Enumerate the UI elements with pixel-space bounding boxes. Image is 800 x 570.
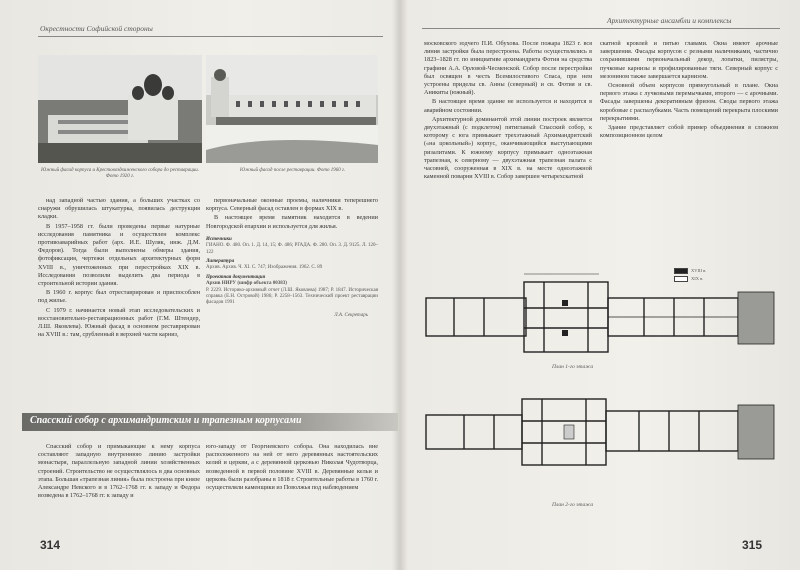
references-block [206, 237, 378, 319]
page-number-right: 315 [742, 538, 763, 552]
section-title-banner [22, 413, 398, 431]
plan-1-caption: План 1-го этажа [552, 364, 594, 370]
left-bottom-column-1 [38, 443, 200, 529]
literature-title: Литература [206, 259, 235, 265]
project-docs-org: Архив НИРУ (шифр объекта 00383) [206, 281, 287, 287]
photo-2-caption: Южный фасад после реставрации. Фото 1960 г. [239, 168, 346, 173]
header-rule [422, 28, 780, 29]
legend-label: XIX в. [691, 276, 704, 282]
paragraph: юго-западу от Георгиевского собора. Она находилась вне расположенного на ней от него деревянных настоятельских келий и церкви, а с деревянной церковью Николая Чудотворца, возведенной в первой половине XVIII в. Деревянные кельи и церковь были разобраны в 1818 г. Строительные работы в 1760 г. осуществляли каменщики из Поволжья под наблюдением [206, 443, 378, 492]
paragraph: Основной объем корпусов прямоугольный в плане. Окна первого этажа с лучковыми перемычками, второго — с арочными. Фасады завершены декоративным фризом. Своды первого этажа коробовые с распалубками. Часть помещений перекрыта плоскими перекрытиями. [600, 82, 778, 122]
paragraph: скатной кровлей и пятью главами. Окна имеют арочные завершения. Фасады корпусов с резными наличниками, частично сохранившими первоначальный декор, лопатки, пилястры, пучковые карнизы и профилированные тяги. Северный корпус с мезонином также завершается карнизом. [600, 40, 778, 80]
paragraph: Архитектурной доминантой этой линии построек является двухэтажный (с подклетом) пятиглавый Спасский собор, к которому с юга примыкает трехэтажный Архимандритский («на цокольный») корпус, оканчивающийся выступающими ризалитами. К южному корпусу примыкает одноэтажная трапезная, к северному — двухэтажная трапезная палата с часовней, сооруженная в XIX в. на месте одноэтажной каменной поварни XVIII в. Собор завершен четырехскатной [424, 115, 592, 181]
legend-label: XVIII в. [691, 268, 707, 274]
paragraph: над западной частью здания, а больших участках со снаружи обрушилась штукатурка, появилась деструкция кладки. [38, 197, 200, 221]
left-text-column-1 [38, 197, 200, 407]
photo-1 [38, 55, 202, 163]
paragraph: С 1979 г. начинается новый этап исследовательских и восстановительно-реставрационных работ (Г.М. Штендер, Л.Ш. Яковлева). Южный фасад в основном реставрирован на XVIII в.: там, срубленный в верхней части карниз, [38, 306, 200, 339]
paragraph: Здание представляет собой пример объединения в сложном композиционном целом [600, 124, 778, 140]
photo-1-caption: Южный фасад корпуса и Крестовоздвиженского собора до реставрации. Фото 1920 г. [40, 168, 200, 179]
photo-2 [206, 55, 378, 163]
paragraph: В настоящее время здание не используется и находится в аварийном состоянии. [424, 98, 592, 114]
running-header-right: Архитектурные ансамбли и комплексы [607, 16, 732, 25]
left-text-column-2 [206, 197, 378, 319]
running-header-left: Окрестности Софийской стороны [40, 24, 153, 33]
right-text-column-2 [600, 40, 778, 260]
left-bottom-column-2 [206, 443, 378, 529]
literature-text: Архив. Архив. Ч. XI. С. 747; Изображения. 1962. С. 89 [206, 265, 323, 271]
sources-title: Источники [206, 236, 232, 242]
paragraph: В настоящее время памятник находится в ведении Новгородской епархии и используется для жилья. [206, 214, 378, 230]
paragraph: Спасский собор и примыкающие к нему корпуса составляют западную внутреннюю линию застройки монастыря, параллельную западной линии хозяйственных строений. Строительство не осуществлялось в два основных этапа. Большая «трапезная линия» была построена при князе Александре Невского и в 1762–1768 гг. к западу и Федора возведена в 1762–1768 гг. к западу и [38, 443, 200, 500]
paragraph: В 1957–1958 гг. были проведены первые натурные исследования памятника и осуществлен комплекс противоаварийных работ (арх. И.Е. Шуляк, инж. Д.М. Федоров). Тогда были выполнены обмеры здания, фотофиксация, чертежи отдельных архитектурных форм XVIII в., уничтоженных при перестройках XIX в. Исследования позволили выделить два периода в строительной истории здания. [38, 222, 200, 288]
right-page [402, 0, 800, 570]
left-page [0, 0, 398, 570]
right-text-column-1 [424, 40, 592, 260]
section-title: Спасский собор с архимандритским и трапезным корпусами [30, 415, 302, 426]
header-rule [38, 36, 383, 37]
paragraph: В 1960 г. корпус был отреставрирован и приспособлен под жилье. [38, 289, 200, 305]
project-docs-title: Проектная документация [206, 274, 266, 280]
sources-text: ГИАНО. Ф. 480. Оп. 1. Д. 14, 15; Ф. 486; РГАДА. Ф. 280. Оп. 3. Д. 9125. Л. 120–122 [206, 243, 378, 255]
paragraph: первоначальные оконные проемы, наличники теперешнего корпуса. Северный фасад оставлен в формах XIX в. [206, 197, 378, 213]
paragraph: московского зодчего П.И. Обухова. После пожара 1823 г. вся линия застройки была перестроена. Работы осуществлялись в 1823–1828 гг. по инициативе архимандрита Фотия на средства графини А.А. Орловой-Чесменской. Собор после перестройки был освящен в честь Всемилостивого Спаса, при нем устроены приделы св. Анны (северный) и св. Фотия и св. Аникиты (южный). [424, 40, 592, 97]
floor-plan-2 [424, 383, 776, 475]
project-docs-text: Р. 2229. Историко-архивный отчет (Л.Ш. Яковлева) 1987; Р. 1847. Историческая справка (Е.Н. Островой) 1986; Р. 2258–1563. Технический проект реставрации фасадов 1991 [206, 287, 378, 306]
author-signature: Л.А. Секретарь [334, 312, 368, 318]
floor-plan-1 [424, 268, 776, 360]
page-number-left: 314 [40, 538, 61, 552]
plan-2-caption: План 2-го этажа [552, 502, 594, 508]
